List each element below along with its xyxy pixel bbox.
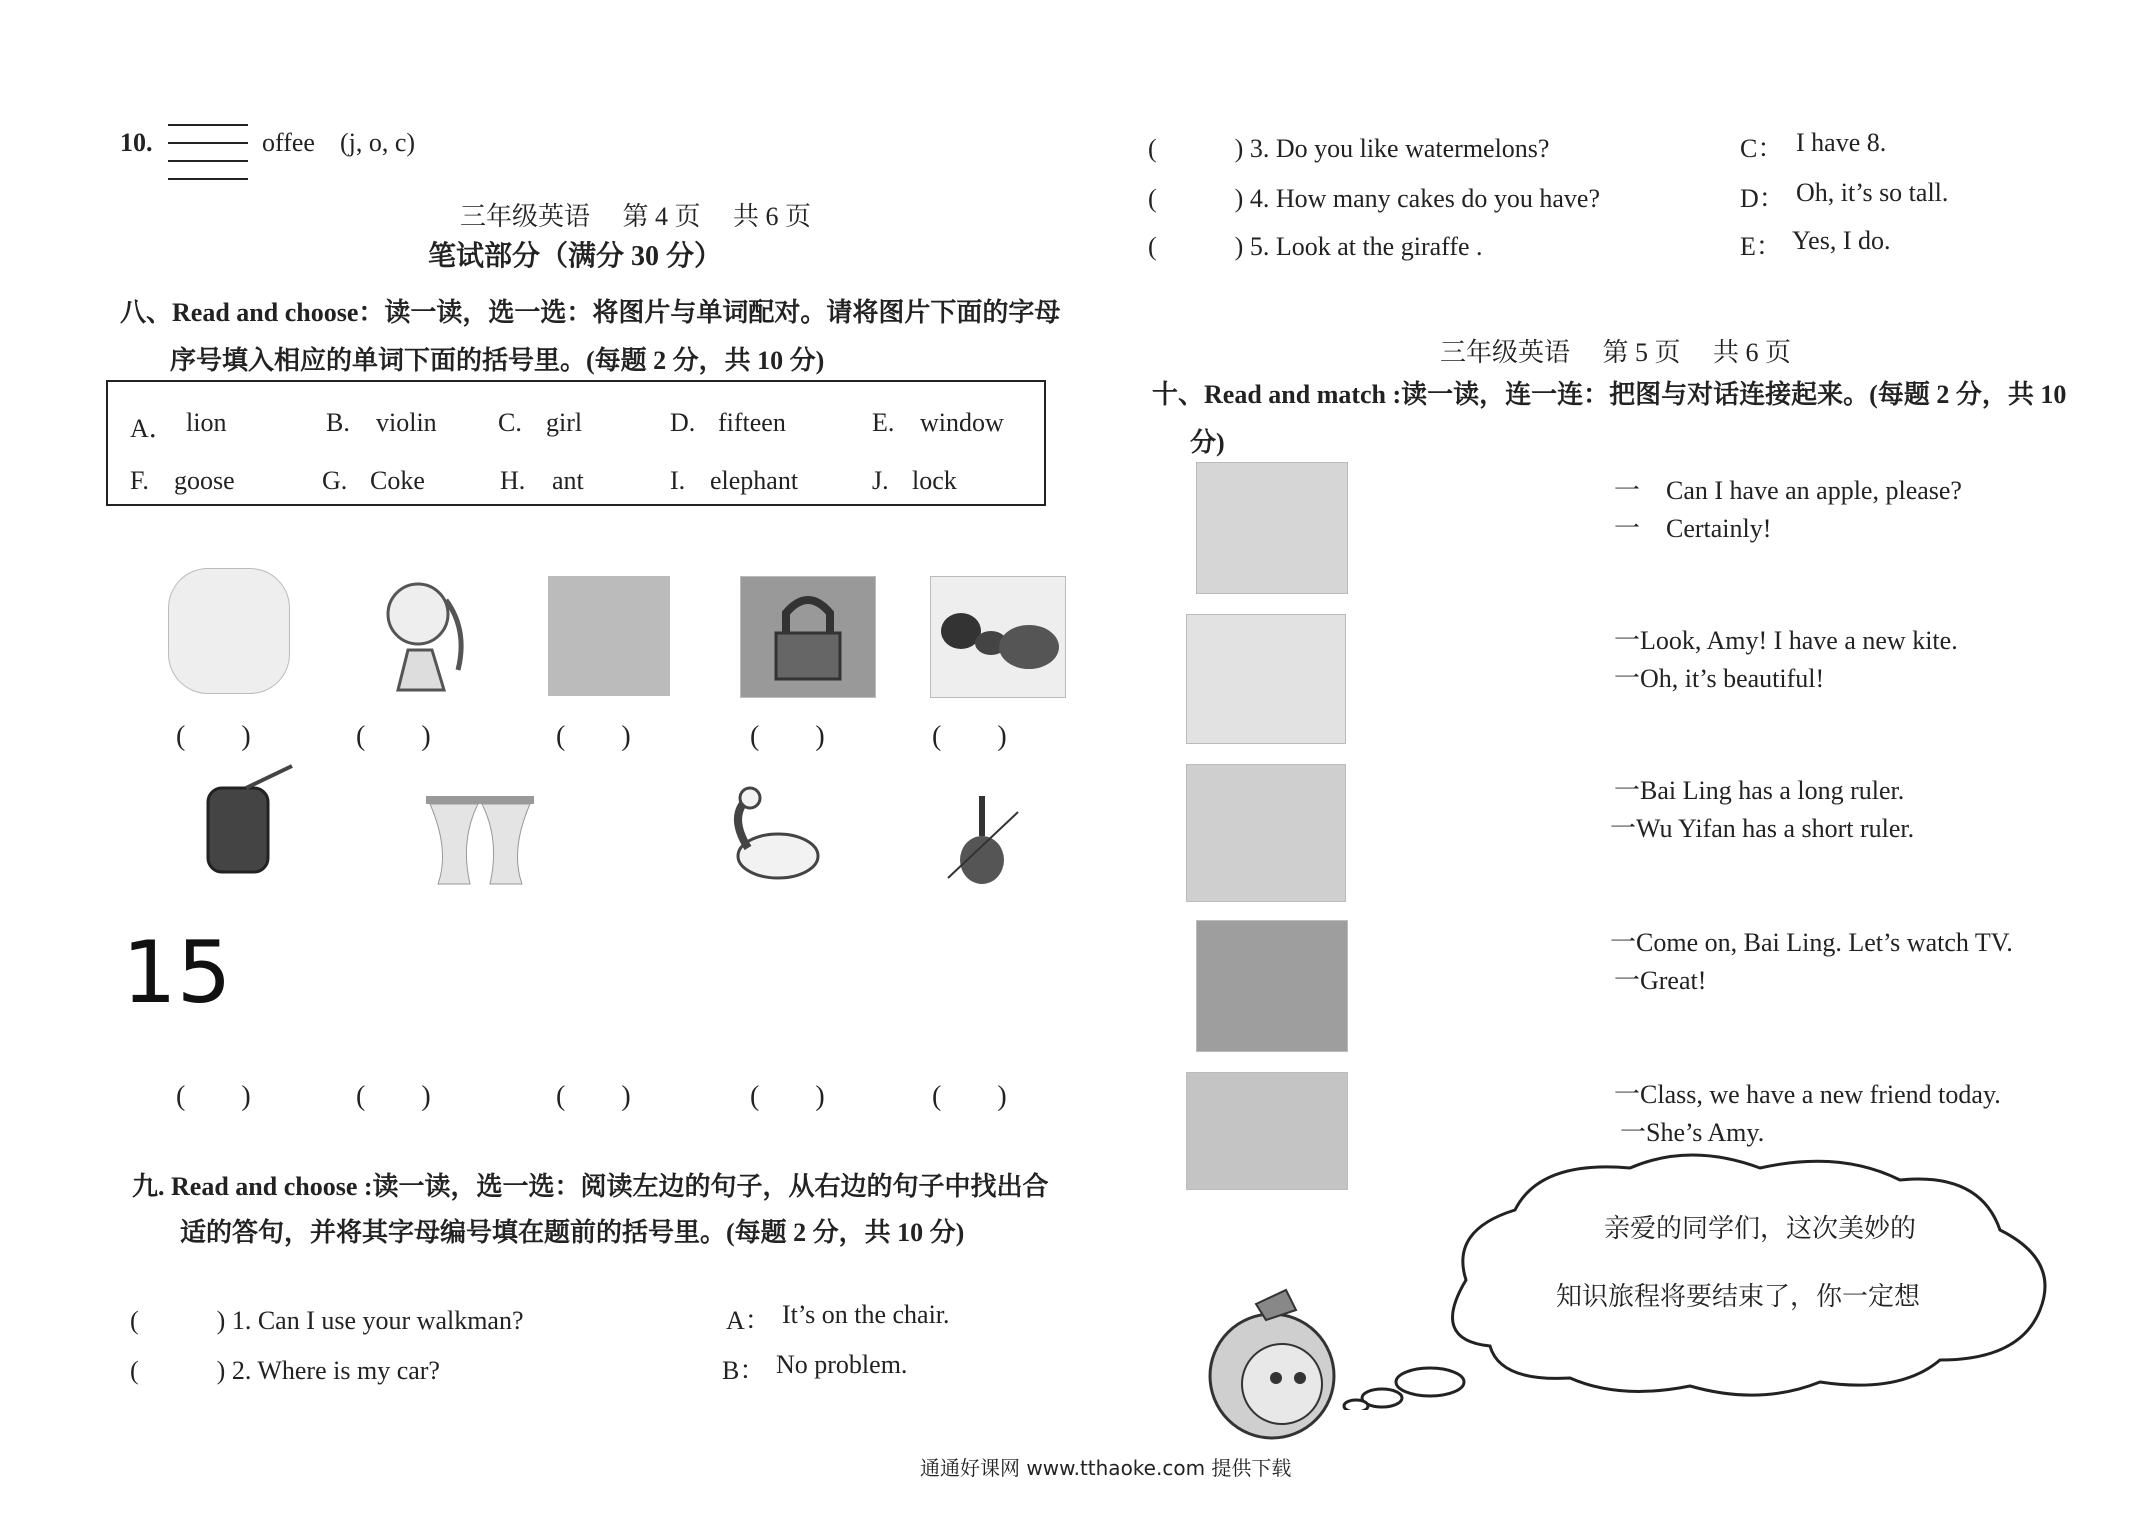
answer-paren[interactable]: ( ) [176, 721, 251, 752]
answer-paren[interactable]: ( ) [750, 1081, 825, 1112]
s9-instruction-1: 九. Read and choose :读一读，选一选：阅读左边的句子，从右边的句子中找出合 [132, 1172, 1049, 1201]
dialog-line: 一Wu Yifan has a short ruler. [1610, 814, 1915, 843]
dialog-line: 一She’s Amy. [1620, 1118, 1765, 1147]
option-word: girl [546, 408, 583, 437]
dialog-line: 一Class, we have a new friend today. [1614, 1080, 2001, 1109]
option-word: lock [912, 466, 957, 495]
option-word: Coke [370, 466, 425, 495]
dialog-line: 一Bai Ling has a long ruler. [1614, 776, 1905, 805]
girl-illustration [1190, 1280, 1350, 1440]
answer-paren[interactable]: ( ) [356, 721, 431, 752]
girl-picture [358, 570, 478, 694]
answer-paren[interactable]: ( ) [932, 1081, 1007, 1112]
s9-question[interactable]: ( ) 3. Do you like watermelons? [1148, 134, 1550, 163]
s9-answer-text: It’s on the chair. [782, 1300, 950, 1329]
q10-number: 10. [120, 128, 153, 157]
q10-letters: (j, o, c) [340, 128, 416, 157]
s9-answer-letter: D： [1740, 184, 1785, 213]
s10-instruction-1: 十、Read and match :读一读，连一连：把图与对话连接起来。(每题 2 分，共 10 [1152, 380, 2067, 409]
answer-paren[interactable]: ( ) [932, 721, 1007, 752]
coke-picture [176, 760, 302, 890]
option-letter: A． [130, 414, 175, 443]
s9-answer-letter: B： [722, 1356, 766, 1385]
option-word: fifteen [718, 408, 786, 437]
question-number-15: 15 [122, 923, 232, 1023]
option-word: elephant [710, 466, 799, 495]
option-letter: E. [872, 408, 895, 437]
lock-picture [740, 576, 876, 698]
option-word: window [920, 408, 1004, 437]
option-letter: D. [670, 408, 696, 437]
bubble-line-2: 知识旅程将要结束了，你一定想 [1556, 1282, 1921, 1312]
s9-answer-text: Oh, it’s so tall. [1796, 178, 1949, 207]
q10-word: offee [262, 128, 315, 157]
option-word: goose [174, 466, 235, 495]
s9-instruction-2: 适的答句，并将其字母编号填在题前的括号里。(每题 2 分，共 10 分) [180, 1218, 965, 1247]
s9-question[interactable]: ( ) 1. Can I use your walkman? [130, 1306, 524, 1335]
s9-answer-letter: E： [1740, 232, 1782, 261]
dialog-line: 一Look, Amy! I have a new kite. [1614, 626, 1958, 655]
answer-paren[interactable]: ( ) [176, 1081, 251, 1112]
s9-answer-letter: C： [1740, 134, 1784, 163]
option-letter: B. [326, 408, 350, 437]
dialog-line: 一 Certainly! [1614, 514, 1772, 543]
option-word: lion [186, 408, 227, 437]
s9-question[interactable]: ( ) 5. Look at the giraffe . [1148, 232, 1483, 261]
s10-instruction-2: 分) [1190, 428, 1225, 457]
section-title: 笔试部分（满分 30 分） [428, 241, 723, 272]
download-credit: 通通好课网 www.tthaoke.com 提供下载 [920, 1456, 1292, 1480]
option-letter: H. [500, 466, 526, 495]
dialog-line: 一Great! [1614, 966, 1707, 995]
option-letter: C. [498, 408, 522, 437]
option-word: violin [376, 408, 437, 437]
classroom-picture [1196, 920, 1348, 1052]
s9-question[interactable]: ( ) 2. Where is my car? [130, 1356, 440, 1385]
answer-paren[interactable]: ( ) [750, 721, 825, 752]
option-letter: J. [872, 466, 889, 495]
dialog-line: 一 Can I have an apple, please? [1614, 476, 1962, 505]
option-word: ant [552, 466, 584, 495]
page-footer-4: 三年级英语 第 4 页 共 6 页 [460, 202, 812, 231]
blank-lines [168, 124, 248, 180]
option-letter: I. [670, 466, 686, 495]
dialog-line: 一Oh, it’s beautiful! [1614, 664, 1825, 693]
goose-picture [708, 786, 824, 890]
kite-picture [1196, 462, 1348, 594]
page-footer-5: 三年级英语 第 5 页 共 6 页 [1440, 338, 1792, 367]
s8-instruction-2: 序号填入相应的单词下面的括号里。(每题 2 分，共 10 分) [170, 346, 825, 375]
elephant-picture [168, 568, 290, 694]
s9-question[interactable]: ( ) 4. How many cakes do you have? [1148, 184, 1600, 213]
ant-picture [930, 576, 1066, 698]
ruler-picture [1186, 614, 1346, 744]
answer-paren[interactable]: ( ) [556, 721, 631, 752]
party-picture [1186, 764, 1346, 902]
dialog-line: 一Come on, Bai Ling. Let’s watch TV. [1610, 928, 2013, 957]
bubble-line-1: 亲爱的同学们，这次美妙的 [1604, 1214, 1917, 1244]
s9-answer-text: Yes, I do. [1792, 226, 1891, 255]
lion-picture [548, 576, 670, 696]
s9-answer-text: I have 8. [1796, 128, 1887, 157]
answer-paren[interactable]: ( ) [556, 1081, 631, 1112]
s8-instruction-1: 八、Read and choose：读一读，选一选：将图片与单词配对。请将图片下面的字母 [120, 298, 1061, 327]
violin-picture [940, 790, 1024, 890]
s9-answer-text: No problem. [776, 1350, 908, 1379]
option-letter: F. [130, 466, 149, 495]
window-picture [420, 790, 540, 890]
answer-paren[interactable]: ( ) [356, 1081, 431, 1112]
option-letter: G. [322, 466, 348, 495]
s9-answer-letter: A： [726, 1306, 771, 1335]
